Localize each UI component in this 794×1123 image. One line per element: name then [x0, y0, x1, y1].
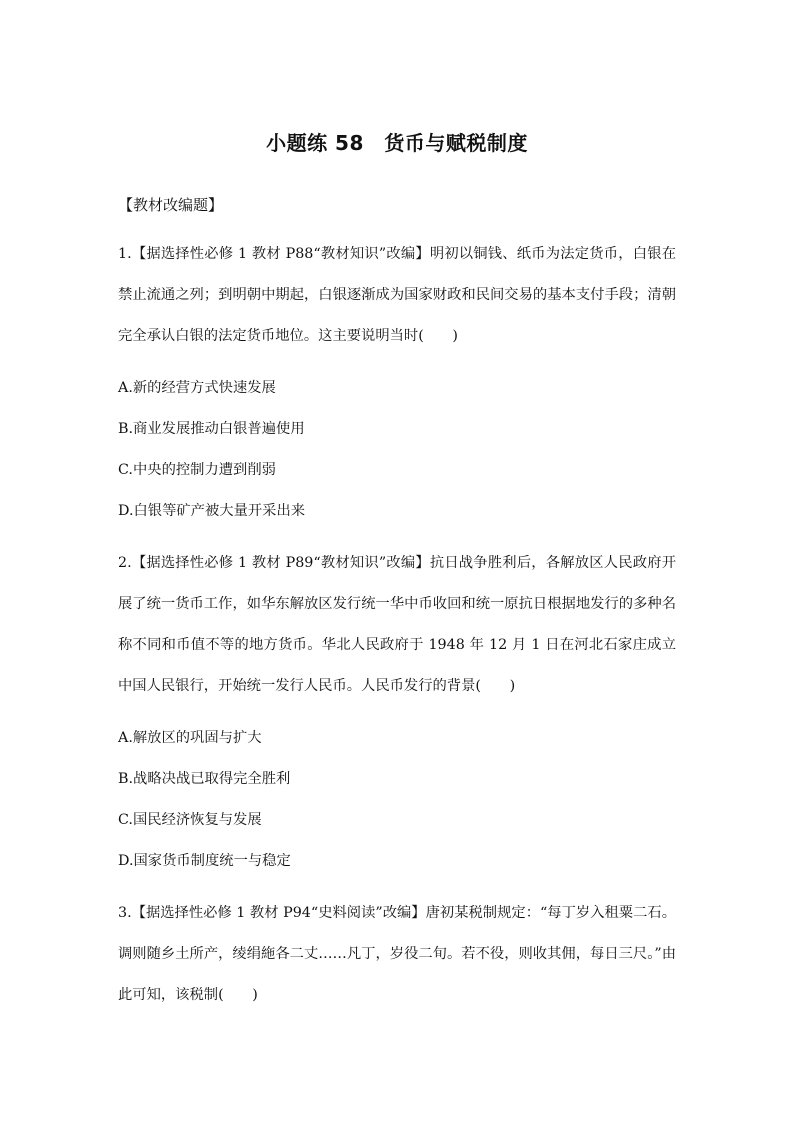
- option-b: B.战略决战已取得完全胜利: [118, 771, 291, 787]
- option-a: A.解放区的巩固与扩大: [118, 730, 262, 746]
- question-list: [118, 234, 676, 1027]
- option-d: D.白银等矿产被大量开采出来: [118, 503, 306, 519]
- option-c: C.中央的控制力遭到削弱: [118, 462, 276, 478]
- option-d: D.国家货币制度统一与稳定: [118, 853, 291, 869]
- option-a: A.新的经营方式快速发展: [118, 380, 276, 396]
- option-b: B.商业发展推动白银普遍使用: [118, 421, 305, 437]
- question-2: [118, 543, 676, 882]
- question-3: [118, 893, 676, 1016]
- question-stem: 2.【据选择性必修 1 教材 P89“教材知识”改编】抗日战争胜利后，各解放区人民政府开展了统一货币工作，如华东解放区发行统一华中币收回和统一原抗日根据地发行的多种名称不同和币值不等的地方货币。华北人民政府于 1948 年 12 月 1 日在河北石家庄成立中国人民银行，开始统一发行人民币。人民币发行的背景( ): [118, 555, 676, 694]
- option-c: C.国民经济恢复与发展: [118, 812, 262, 828]
- question-stem: 3.【据选择性必修 1 教材 P94“史料阅读”改编】唐初某税制规定：“每丁岁入租粟二石。调则随乡土所产，绫绢絁各二丈……凡丁，岁役二旬。若不役，则收其佣，每日三尺。”由此可知，该税制( ): [118, 905, 676, 1003]
- question-1: [118, 234, 676, 532]
- section-heading: 【教材改编题】: [118, 196, 224, 214]
- page-title: 小题练 58 货币与赋税制度: [266, 131, 528, 155]
- question-stem: 1.【据选择性必修 1 教材 P88“教材知识”改编】明初以铜钱、纸币为法定货币，白银在禁止流通之列；到明朝中期起，白银逐渐成为国家财政和民间交易的基本支付手段；清朝完全承认白银的法定货币地位。这主要说明当时( ): [118, 246, 676, 344]
